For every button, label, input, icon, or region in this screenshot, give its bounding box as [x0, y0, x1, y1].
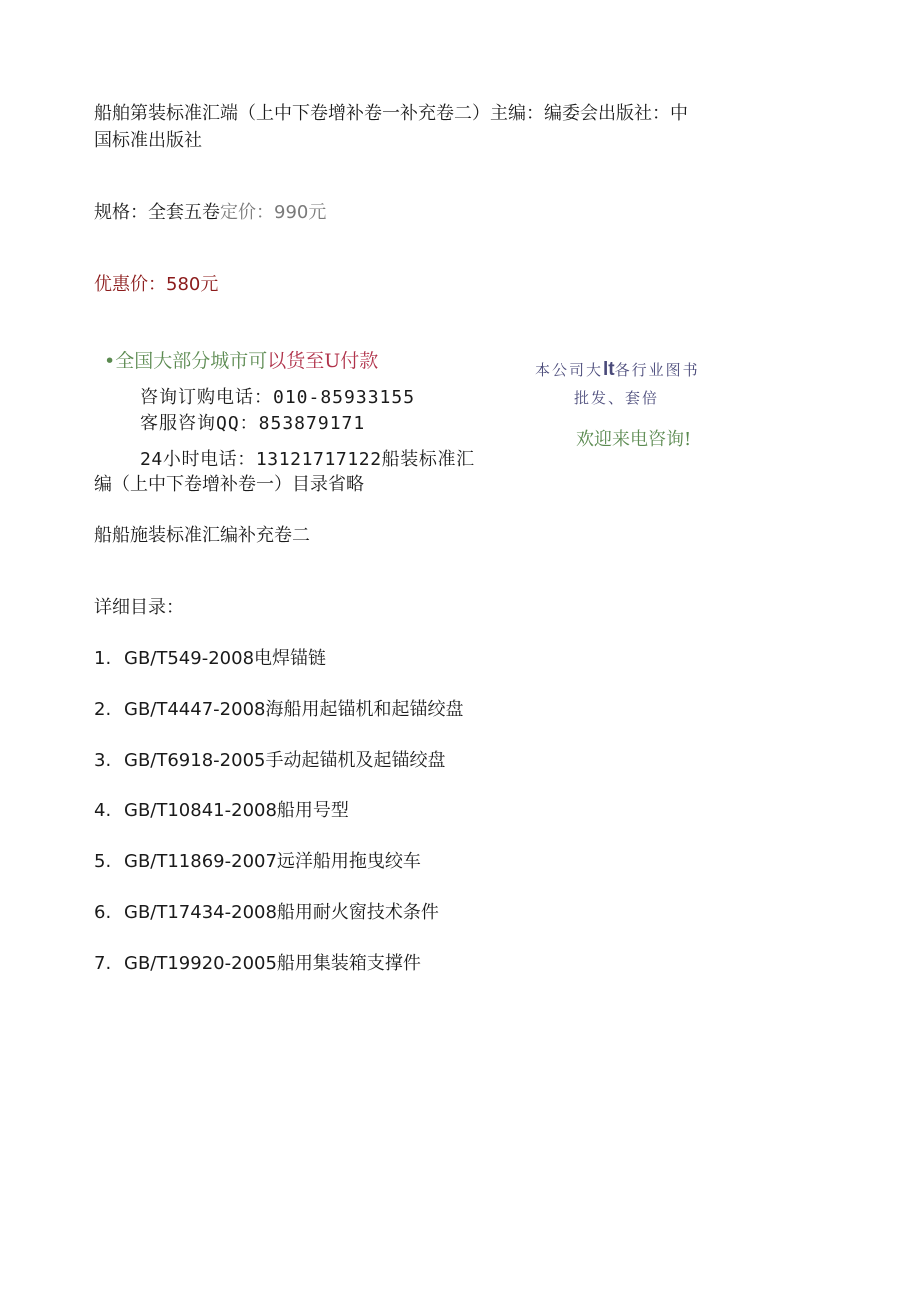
- toc-item-number: 2.: [94, 699, 112, 720]
- toc-item: [94, 849, 421, 875]
- toc-item-number: 5.: [94, 851, 112, 872]
- toc-item: [94, 697, 463, 723]
- toc-item: [94, 951, 421, 977]
- delivery-text-green: 全国大部分城市可: [115, 350, 268, 372]
- toc-item: [94, 646, 326, 672]
- toc-item-text: GB/T10841-2008船用号型: [124, 800, 349, 821]
- supplement-title: 船船施装标准汇编补充卷二: [94, 525, 310, 546]
- service-qq: 客服咨询QQ：853879171: [140, 413, 366, 434]
- delivery-line: [104, 348, 378, 374]
- toc-item: [94, 798, 349, 824]
- toc-item-number: 7.: [94, 953, 112, 974]
- toc-item-text: GB/T19920-2005船用集装箱支撑件: [124, 953, 421, 974]
- toc-item: [94, 748, 445, 774]
- toc-item-text: GB/T549-2008电焊锚链: [124, 648, 327, 669]
- mobile-phone: 24小时电话：13121717122船装标准汇: [140, 449, 475, 470]
- toc-item-number: 4.: [94, 800, 112, 821]
- toc-item-text: GB/T11869-2007远洋船用拖曳绞车: [124, 851, 421, 872]
- toc-item-text: GB/T17434-2008船用耐火窗技术条件: [124, 902, 439, 923]
- toc-item-number: 6.: [94, 902, 112, 923]
- spec-label: 规格：全套五卷: [94, 202, 220, 223]
- list-price: 定价：990元: [220, 202, 327, 223]
- discount-price: 优惠价：580元: [94, 274, 219, 295]
- document-title-line-2: 国标准出版社: [94, 130, 202, 151]
- toc-item-number: 3.: [94, 750, 112, 771]
- toc-heading: 详细目录：: [94, 597, 184, 618]
- promo-line-1: [535, 358, 700, 382]
- spec-line: [94, 200, 326, 226]
- toc-item-text: GB/T6918-2005手动起锚机及起锚绞盘: [124, 750, 446, 771]
- promo-line-1c: 各行业图书: [614, 361, 700, 379]
- promo-line-1b: lt: [603, 359, 615, 380]
- bullet: •: [104, 350, 116, 372]
- document-title-line-1: 船舶第装标准汇端（上中下卷增补卷一补充卷二）主编：编委会出版社：中: [94, 103, 688, 124]
- toc-item: [94, 900, 439, 926]
- promo-line-3: 欢迎来电咨询!: [576, 429, 692, 450]
- promo-line-2: 批发、套倍: [574, 389, 660, 407]
- toc-item-text: GB/T4447-2008海船用起锚机和起锚绞盘: [124, 699, 464, 720]
- order-phone: 咨询订购电话：010-85933155: [140, 387, 416, 408]
- promo-line-1a: 本公司大: [535, 361, 604, 379]
- delivery-text-pink: 以货至U付款: [267, 350, 379, 372]
- toc-omitted-note: 编（上中下卷增补卷一）目录省略: [94, 474, 364, 495]
- toc-item-number: 1.: [94, 648, 112, 669]
